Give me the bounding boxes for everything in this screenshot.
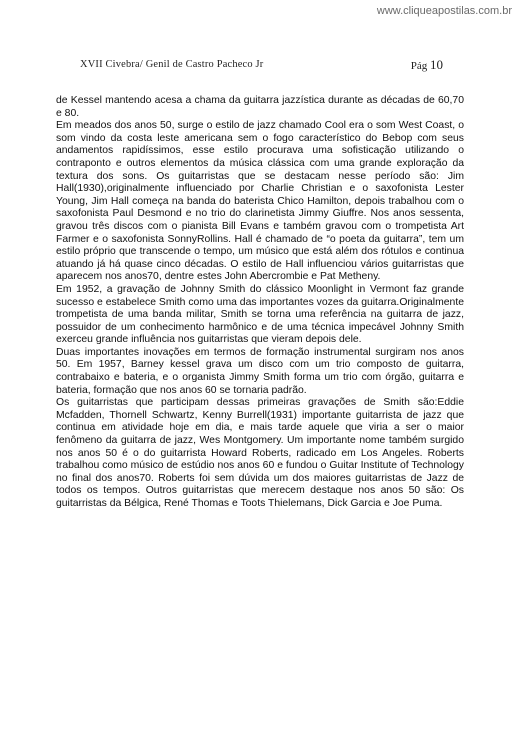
paragraph-4: Duas importantes inovações em termos de formação instrumental surgiram nos anos 50. Em 1957, Barney kessel grava um disco com um trio composto de guitarra, contrabaixo e bateria, e o organista Jimmy Smith forma um trio com órgão, guitarra e bateria, formação que nos anos 60 se tornaria padrão. <box>56 346 464 396</box>
paragraph-3: Em 1952, a gravação de Johnny Smith do clássico Moonlight in Vermont faz grande sucesso e estabelece Smith como uma das importantes vozes da guitarra.Originalmente trompetista de uma banda militar, Smith se torna uma referência na guitarra de jazz, possuidor de um conhecimento harmônico e de uma técnica impecável Johnny Smith exerceu grande influência nos guitarristas que vieram depois dele. <box>56 283 464 346</box>
watermark-url: www.cliqueapostilas.com.br <box>376 5 512 17</box>
paragraph-1: de Kessel mantendo acesa a chama da guitarra jazzística durante as décadas de 60,70 e 80. <box>56 95 464 119</box>
page-number: 10 <box>430 57 443 72</box>
running-header-title: XVII Civebra/ Genil de Castro Pacheco Jr <box>80 59 264 70</box>
body-text <box>56 95 464 511</box>
paragraph-2: Em meados dos anos 50, surge o estilo de jazz chamado Cool era o som West Coast, o som vindo da costa leste americana sem o fogo característico do Bebop com seus andamentos rapidíssimos, esse estilo procurava uma sofisticação utilizando o contraponto e outros elementos da música clássica com uma grande exploração da textura dos sons. Os guitarristas que se destacam nesse período são: Jim Hall(1930),originalmente influenciado por Charlie Christian e o saxofonista Lester Young, Jim Hall começa na banda do baterista Chico Hamilton, depois trabalhou com o saxofonista Paul Desmond e no trio do clarinetista Jimmy Giuffre. Nos anos sessenta, gravou três discos com o pianista Bill Evans e também gravou com o trompetista Art Farmer e o saxofonista SonnyRollins. Hall é chamado de “o poeta da guitarra”, tem um estilo próprio que transcende o tempo, um músico que está além dos rótulos e continua atuando já há quase cinco décadas. O estilo de Hall influenciou vários guitarristas que aparecem nos anos70, dentre estes John Abercrombie e Pat Metheny. <box>56 120 464 283</box>
paragraph-5: Os guitarristas que participam dessas primeiras gravações de Smith são:Eddie Mcfadden, Thornell Schwartz, Kenny Burrell(1931) importante guitarrista de jazz que continua em atividade hoje em dia, e mais tarde aquele que viria a ser o maior fenômeno da guitarra de jazz, Wes Montgomery. Um importante nome também surgido nos anos 50 é o do guitarrista Howard Roberts, radicado em Los Angeles. Roberts trabalhou como músico de estúdio nos anos 60 e fundou o Guitar Institute of Technology no final dos anos70. Roberts foi sem dúvida um dos maiores guitarristas de Jazz de todos os tempos. Outros guitarristas que merecem destaque nos anos 50 são: Os guitarristas da Bélgica, René Thomas e Toots Thielemans, Dick Garcia e Joe Puma. <box>56 397 464 509</box>
page-number-label <box>411 57 443 73</box>
page-label: Pág <box>410 60 428 72</box>
